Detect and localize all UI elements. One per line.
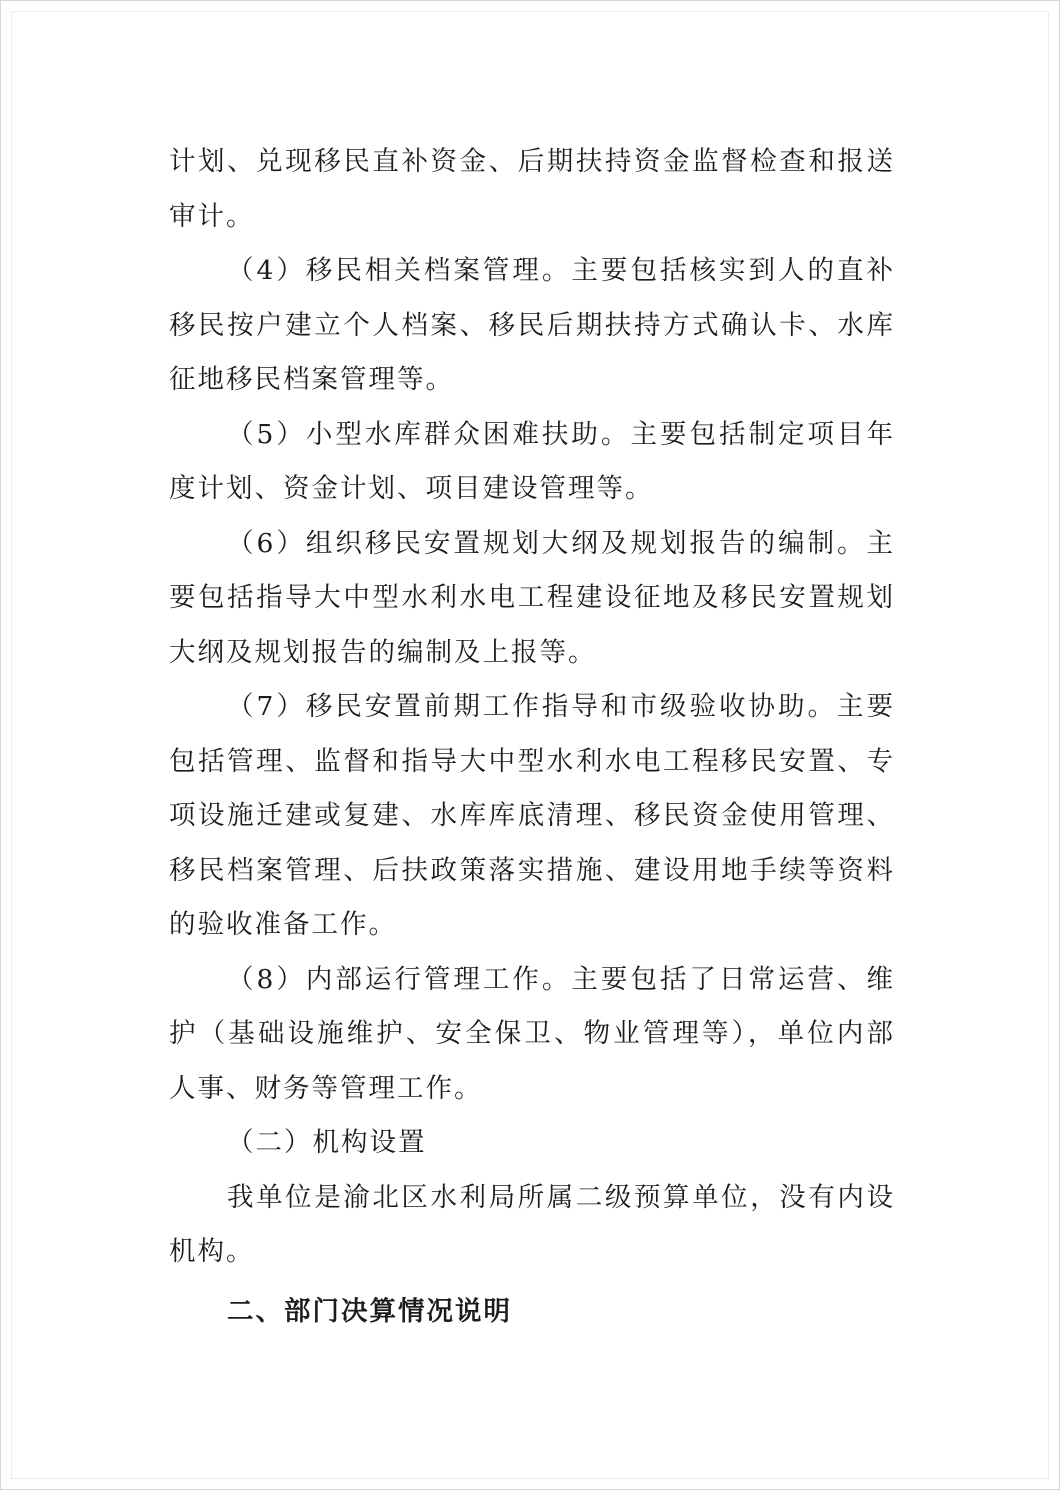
paragraph-item-7: （7）移民安置前期工作指导和市级验收协助。主要包括管理、监督和指导大中型水利水电工程移民安置、专项设施迁建或复建、水库库底清理、移民资金使用管理、移民档案管理、后扶政策落实措施、建设用地手续等资料的验收准备工作。 bbox=[169, 691, 895, 940]
paragraph-continuation: 计划、兑现移民直补资金、后期扶持资金监督检查和报送审计。 bbox=[169, 146, 895, 232]
paragraph-item-8: （8）内部运行管理工作。主要包括了日常运营、维护（基础设施维护、安全保卫、物业管理等），单位内部人事、财务等管理工作。 bbox=[169, 963, 895, 1104]
paragraph-item-5: （5）小型水库群众困难扶助。主要包括制定项目年度计划、资金计划、项目建设管理等。 bbox=[169, 418, 895, 504]
paragraph-org: 我单位是渝北区水利局所属二级预算单位，没有内设机构。 bbox=[169, 1181, 895, 1267]
section-heading-org: （二）机构设置 bbox=[227, 1127, 427, 1158]
document-body bbox=[169, 135, 895, 1339]
paragraph-item-4: （4）移民相关档案管理。主要包括核实到人的直补移民按户建立个人档案、移民后期扶持方式确认卡、水库征地移民档案管理等。 bbox=[169, 255, 895, 395]
section-heading-two: 二、部门决算情况说明 bbox=[227, 1295, 512, 1327]
paragraph-item-6: （6）组织移民安置规划大纲及规划报告的编制。主要包括指导大中型水利水电工程建设征地及移民安置规划大纲及规划报告的编制及上报等。 bbox=[169, 527, 895, 668]
